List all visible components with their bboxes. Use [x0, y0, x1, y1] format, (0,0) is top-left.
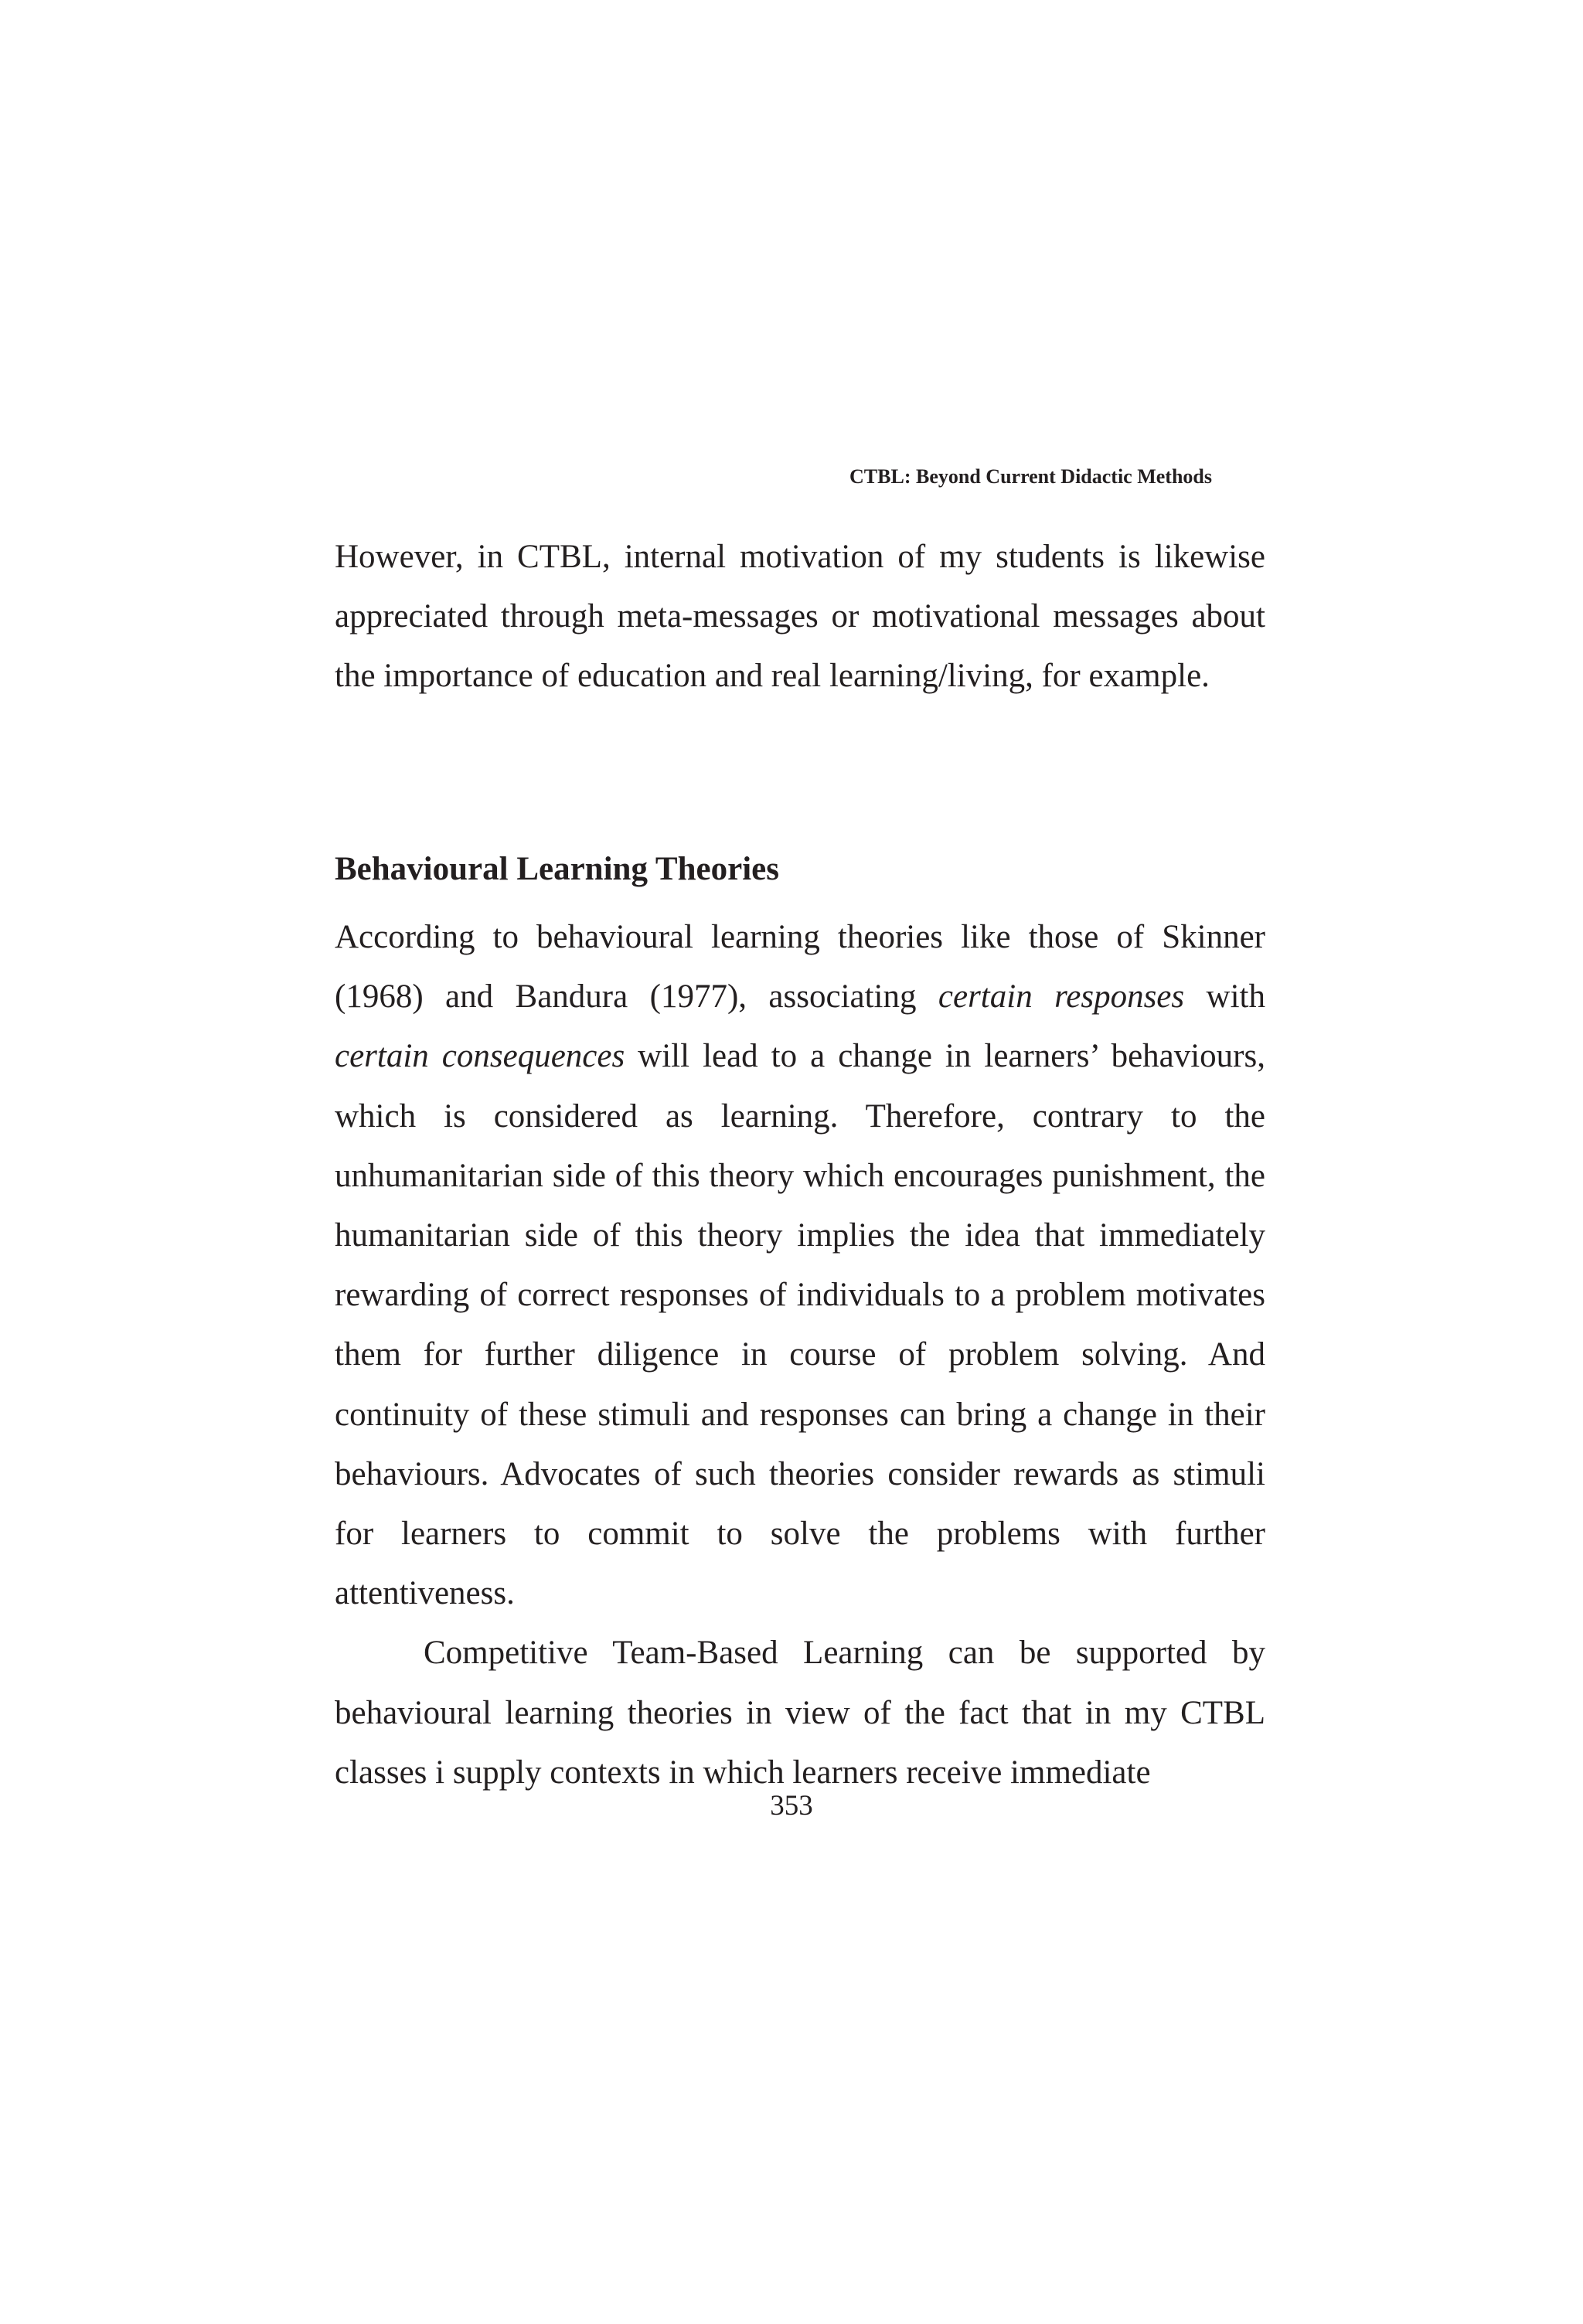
paragraph-1-text-b: with [1184, 978, 1265, 1016]
intro-paragraph: However, in CTBL, internal motivation of my students is likewise appreciated through meta-messages or motivational messages about the importance of education and real learning/living, for example. [335, 539, 1265, 695]
section-paragraph-1 [335, 907, 1265, 1623]
section-heading: Behavioural Learning Theories [335, 851, 779, 887]
section-text-block [335, 907, 1265, 1802]
section-paragraph-2: Competitive Team-Based Learning can be supported by behavioural learning theories in view of the fact that in my CTBL classes i supply contexts in which learners receive immediate [335, 1635, 1265, 1791]
page-number: 353 [770, 1790, 813, 1822]
running-header: CTBL: Beyond Current Didactic Methods [849, 465, 1212, 488]
paragraph-1-text-a: According to behavioural learning theories like those of Skinner (1968) and Bandura (1977), associating [335, 919, 1265, 1016]
paragraph-1-emphasis-a: certain responses [938, 978, 1185, 1016]
paragraph-1-text-c: will lead to a change in learners’ behaviours, which is considered as learning. Therefore, contrary to the unhumanitarian side of this theory which encourages punishment, the humanitarian side of this theory implies the idea that immediately rewarding of correct responses of individuals to a problem motivates them for further diligence in course of problem solving. And continuity of these stimuli and responses can bring a change in their behaviours. Advocates of such theories consider rewards as stimuli for learners to commit to solve the problems with further attentiveness. [335, 1038, 1265, 1612]
paragraph-1-emphasis-b: certain consequences [335, 1038, 625, 1075]
intro-text-block [335, 527, 1265, 706]
